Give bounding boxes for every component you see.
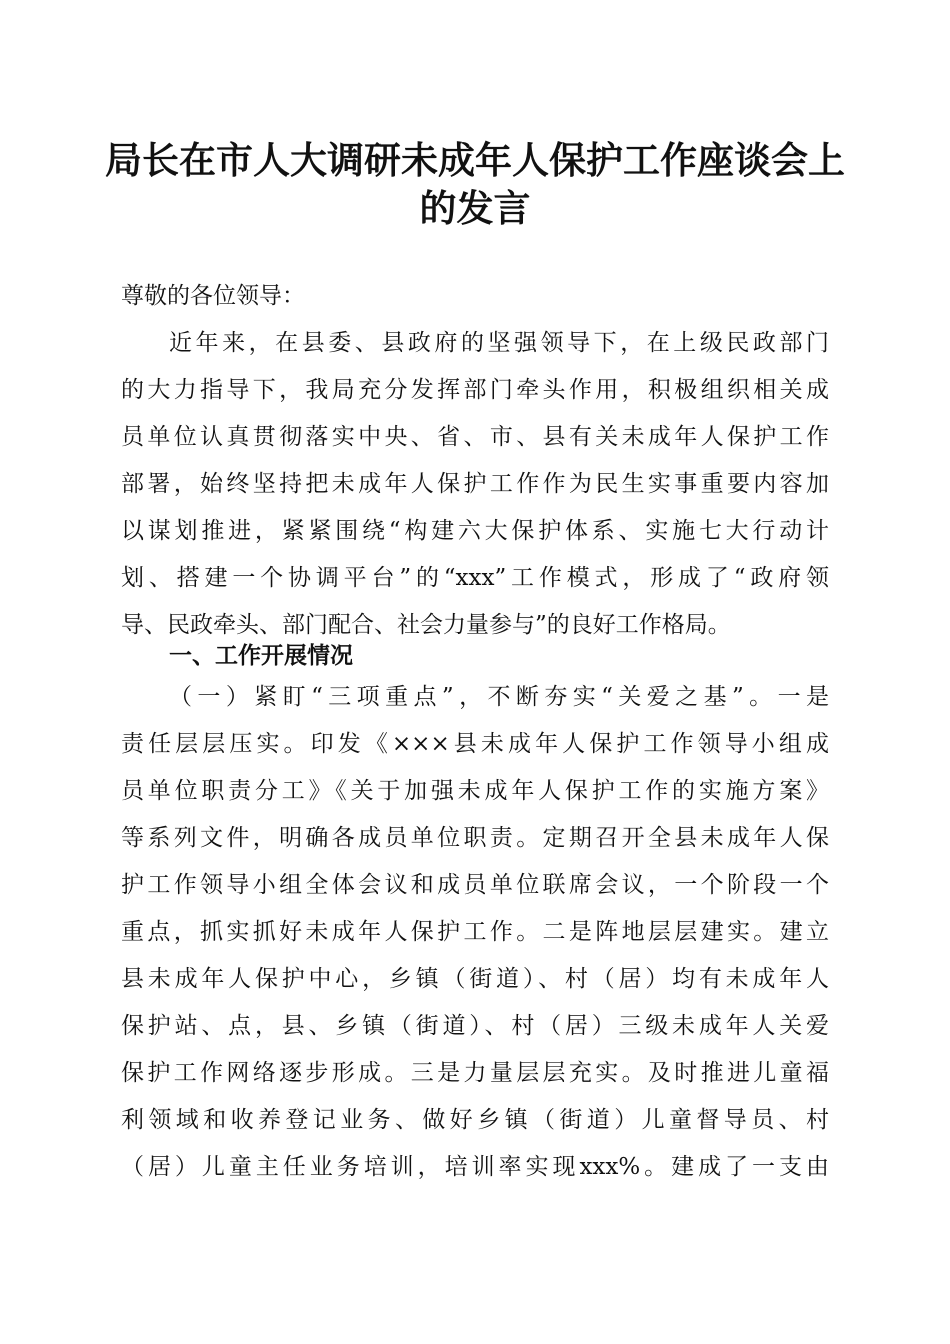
document-title-line-2: 的发言 [419, 186, 531, 230]
section-heading: 一、工作开展情况 [169, 643, 353, 669]
section-line: 责任层层压实。印发《×××县未成年人保护工作领导小组成 [121, 731, 829, 757]
section-line: 护工作领导小组全体会议和成员单位联席会议，一个阶段一个 [121, 872, 829, 898]
intro-line: 近年来，在县委、县政府的坚强领导下，在上级民政部门 [169, 330, 829, 356]
section-line: 利领域和收养登记业务、做好乡镇（街道）儿童督导员、村 [121, 1107, 829, 1133]
intro-line: 以谋划推进，紧紧围绕“构建六大保护体系、实施七大行动计 [121, 518, 829, 544]
section-line: （居）儿童主任业务培训，培训率实现xxx%。建成了一支由 [121, 1154, 829, 1180]
intro-line: 导、民政牵头、部门配合、社会力量参与”的良好工作格局。 [121, 612, 731, 638]
intro-line: 的大力指导下，我局充分发挥部门牵头作用，积极组织相关成 [121, 377, 829, 403]
section-line: 等系列文件，明确各成员单位职责。定期召开全县未成年人保 [121, 825, 829, 851]
section-line: 员单位职责分工》《关于加强未成年人保护工作的实施方案》 [121, 778, 829, 804]
intro-line: 部署，始终坚持把未成年人保护工作作为民生实事重要内容加 [121, 471, 829, 497]
greeting: 尊敬的各位领导： [121, 283, 305, 309]
section-line: 重点，抓实抓好未成年人保护工作。二是阵地层层建实。建立 [121, 919, 829, 945]
section-line: （一）紧盯“三项重点”，不断夯实“关爱之基”。一是 [169, 684, 829, 710]
document-title-line-1: 局长在市人大调研未成年人保护工作座谈会上 [105, 138, 845, 182]
intro-line: 员单位认真贯彻落实中央、省、市、县有关未成年人保护工作 [121, 424, 829, 450]
section-line: 保护工作网络逐步形成。三是力量层层充实。及时推进儿童福 [121, 1060, 829, 1086]
intro-line: 划、搭建一个协调平台”的“xxx”工作模式，形成了“政府领 [121, 565, 829, 591]
section-line: 保护站、点，县、乡镇（街道）、村（居）三级未成年人关爱 [121, 1013, 829, 1039]
section-line: 县未成年人保护中心，乡镇（街道）、村（居）均有未成年人 [121, 966, 829, 992]
